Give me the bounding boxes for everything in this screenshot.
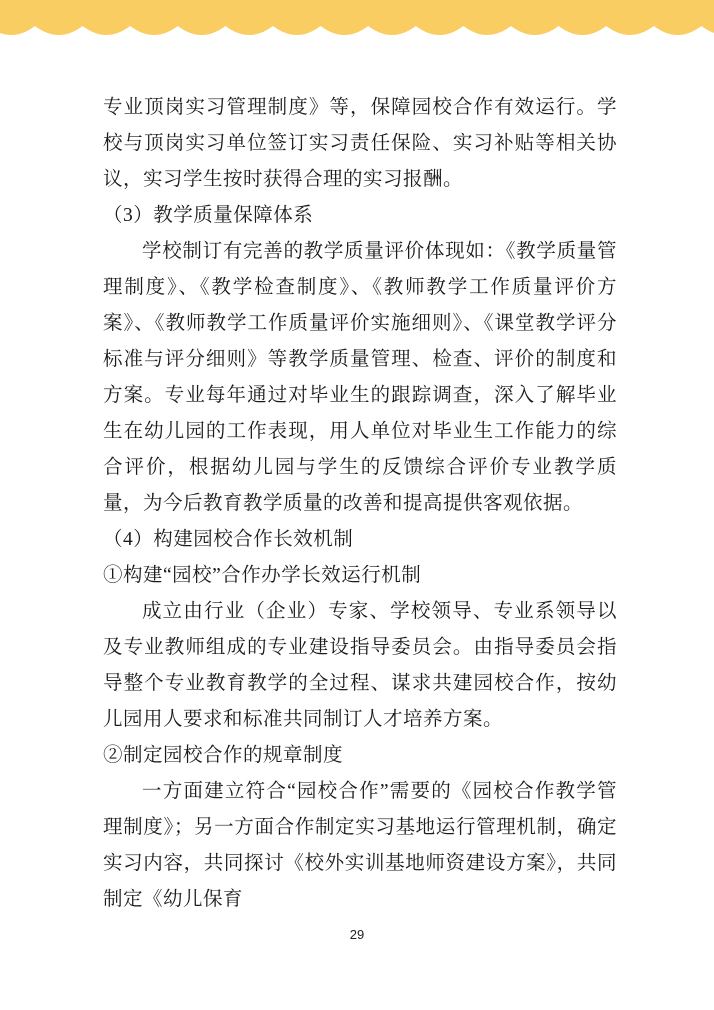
paragraph-continuation: 专业顶岗实习管理制度》等，保障园校合作有效运行。学校与顶岗实习单位签订实习责任保险、实习补贴等相关协议，实习学生按时获得合理的实习报酬。	[103, 97, 617, 190]
scallop-shape	[0, 0, 714, 35]
page-number: 29	[349, 927, 365, 942]
scalloped-top-border	[0, 0, 714, 44]
paragraph-steering-committee: 成立由行业（企业）专家、学校领导、专业系领导以及专业教师组成的专业建设指导委员会。由指导委员会指导整个专业教育教学的全过程、谋求共建园校合作，按幼儿园用人要求和标准共同制订人才培养方案。	[103, 601, 617, 730]
document-text-block	[0, 44, 714, 918]
paragraph-cooperation-rules: 一方面建立符合“园校合作”需要的《园校合作教学管理制度》；另一方面合作制定实习基地运行管理机制，确定实习内容，共同探讨《校外实训基地师资建设方案》，共同制定《幼儿保育	[103, 781, 617, 910]
page-footer	[0, 926, 714, 944]
paragraph-quality-assurance: 学校制订有完善的教学质量评价体现如：《教学质量管理制度》、《教学检查制度》、《教师教学工作质量评价方案》、《教师教学工作质量评价实施细则》、《课堂教学评分标准与评分细则》等教学质量管理、检查、评价的制度和方案。专业每年通过对毕业生的跟踪调查，深入了解毕业生在幼儿园的工作表现，用人单位对毕业生工作能力的综合评价，根据幼儿园与学生的反馈综合评价专业教学质量，为今后教育教学质量的改善和提高提供客观依据。	[103, 241, 617, 514]
section-heading-4: （4）构建园校合作长效机制	[103, 529, 354, 550]
section-heading-3: （3）教学质量保障体系	[103, 205, 314, 226]
subheading-2-regulations: ②制定园校合作的规章制度	[103, 745, 344, 766]
subheading-1-mechanism: ①构建“园校”合作办学长效运行机制	[103, 565, 422, 586]
